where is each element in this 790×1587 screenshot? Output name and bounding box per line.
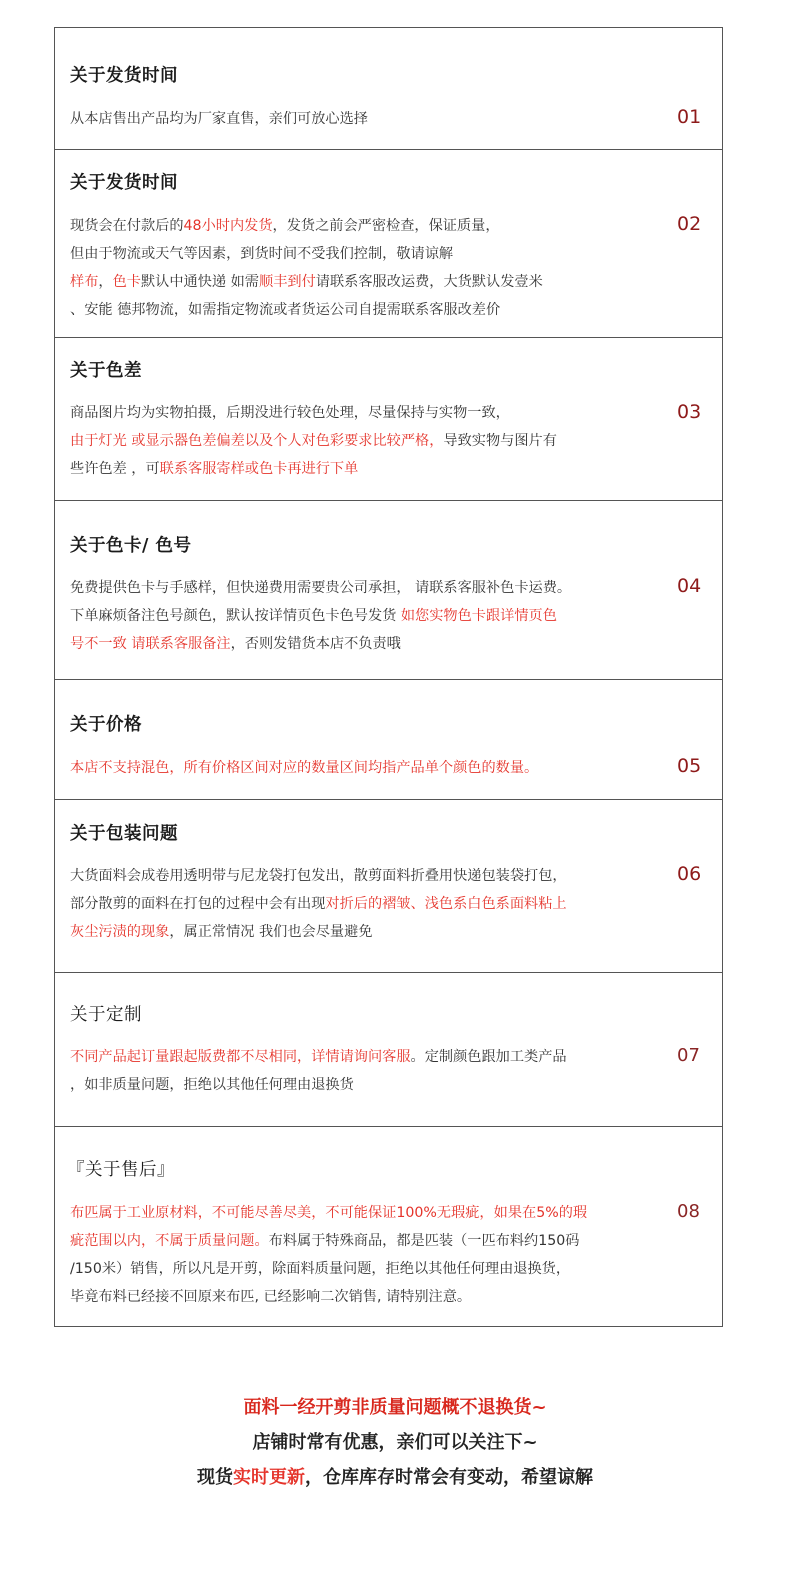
section-packaging <box>55 800 722 973</box>
section-customization <box>55 973 722 1127</box>
body-line <box>70 212 645 240</box>
body-line <box>70 602 645 630</box>
body-text: 商品图片均为实物拍摄，后期没进行较色处理，尽量保持与实物一致， <box>70 405 510 421</box>
body-line <box>70 1227 645 1255</box>
body-text: ，如非质量问题，拒绝以其他任何理由退换货 <box>70 1077 354 1093</box>
body-text: 默认中通快递 如需 <box>140 274 259 290</box>
section-title: 关于色卡/ 色号 <box>70 536 192 556</box>
body-line <box>70 1043 645 1071</box>
body-text: 部分散剪的面料在打包的过程中会有出现 <box>70 896 326 912</box>
footer-stock-suffix: ，仓库库存时常会有变动，希望谅解 <box>305 1467 593 1488</box>
section-title: 关于定制 <box>70 1005 142 1025</box>
section-title: 关于发货时间 <box>70 66 178 86</box>
highlight-text: 本店不支持混色，所有价格区间对应的数量区间均指产品单个颜色的数量。 <box>70 760 539 776</box>
body-text: 免费提供色卡与手感样，但快递费用需要贵公司承担， 请联系客服补色卡运费。 <box>70 580 572 596</box>
section-body <box>70 399 645 483</box>
body-text: /150米）销售，所以凡是开剪，除面料质量问题，拒绝以其他任何理由退换货， <box>70 1261 571 1277</box>
section-body <box>70 754 645 782</box>
highlight-text: 顺丰到付 <box>259 274 316 290</box>
section-title: 『关于售后』 <box>67 1160 175 1180</box>
section-shipping-time-1 <box>55 28 722 150</box>
section-number: 08 <box>677 1201 700 1222</box>
section-body <box>70 1043 645 1099</box>
body-line <box>70 1283 645 1311</box>
body-text: ，属正常情况 我们也会尽量避免 <box>169 924 373 940</box>
highlight-text: 布匹属于工业原材料，不可能尽善尽美，不可能保证100%无瑕疵，如果在5%的瑕 <box>70 1205 588 1221</box>
section-shipping-time-2 <box>55 150 722 338</box>
section-number: 06 <box>677 863 702 885</box>
footer-no-return-notice: 面料一经开剪非质量问题概不退换货~ <box>243 1397 547 1418</box>
body-text: ， <box>98 274 113 290</box>
highlight-text: 样布 <box>70 274 99 290</box>
section-number: 01 <box>677 106 702 128</box>
highlight-text: 如您实物色卡跟详情页色 <box>400 608 557 624</box>
section-color-difference <box>55 338 722 501</box>
section-number: 03 <box>677 401 702 423</box>
body-line <box>70 1255 645 1283</box>
body-text: 现货会在付款后的 <box>70 218 184 234</box>
body-text: 些许色差 ，可 <box>70 461 160 477</box>
body-line <box>70 1071 645 1099</box>
body-line <box>70 427 645 455</box>
highlight-text: 由于灯光 或显示器色差偏差以及个人对色彩要求比较严格， <box>70 433 444 449</box>
section-title: 关于色差 <box>70 361 142 381</box>
section-body <box>70 574 645 658</box>
body-text: 毕竟布料已经接不回原来布匹, 已经影响二次销售, 请特别注意。 <box>70 1289 472 1305</box>
highlight-text: 色卡 <box>112 274 141 290</box>
highlight-text: 联系客服寄样或色卡再进行下单 <box>159 461 359 477</box>
body-line <box>70 105 645 133</box>
body-line <box>70 1199 645 1227</box>
section-after-sales <box>55 1127 722 1328</box>
section-number: 04 <box>677 575 702 597</box>
highlight-text: 号不一致 请联系客服备注 <box>70 636 231 652</box>
section-title: 关于价格 <box>70 715 142 735</box>
highlight-text: 灰尘污渍的现象 <box>70 924 170 940</box>
section-title: 关于包装问题 <box>70 824 178 844</box>
highlight-text: 不同产品起订量跟起版费都不尽相同，详情请询问客服 <box>70 1049 411 1065</box>
body-text: ，否则发错货本店不负责哦 <box>230 636 401 652</box>
body-text: ，发货之前会严密检查，保证质量， <box>272 218 500 234</box>
highlight-text: 疵范围以内，不属于质量问题。 <box>70 1233 269 1249</box>
body-line <box>70 399 645 427</box>
body-line <box>70 890 645 918</box>
body-line <box>70 268 645 296</box>
body-line <box>70 455 645 483</box>
section-number: 02 <box>677 213 702 235</box>
body-text: 、安能 德邦物流，如需指定物流或者货运公司自提需联系客服改差价 <box>70 302 501 318</box>
footer-discount-notice: 店铺时常有优惠，亲们可以关注下~ <box>252 1432 538 1453</box>
body-line <box>70 630 645 658</box>
body-text: 布料属于特殊商品，都是匹装（一匹布料约150码 <box>268 1233 580 1249</box>
section-number: 05 <box>677 755 702 777</box>
body-line <box>70 918 645 946</box>
body-text: 但由于物流或天气等因素，到货时间不受我们控制，敬请谅解 <box>70 246 454 262</box>
highlight-text: 48小时内发货 <box>183 218 273 234</box>
footer-stock-notice <box>0 1463 790 1489</box>
notice-panel <box>54 27 723 1327</box>
body-line <box>70 240 645 268</box>
section-number: 07 <box>677 1045 700 1066</box>
body-text: 导致实物与图片有 <box>443 433 557 449</box>
body-text: 下单麻烦备注色号颜色，默认按详情页色卡色号发货 <box>70 608 401 624</box>
footer-stock-prefix: 现货 <box>197 1467 233 1488</box>
body-text: 从本店售出产品均为厂家直售，亲们可放心选择 <box>70 111 368 127</box>
footer-stock-highlight: 实时更新 <box>233 1467 305 1488</box>
body-line <box>70 574 645 602</box>
body-line <box>70 296 645 324</box>
body-text: 请联系客服改运费，大货默认发壹米 <box>315 274 543 290</box>
section-body <box>70 105 645 133</box>
section-body <box>70 862 645 946</box>
body-text: 大货面料会成卷用透明带与尼龙袋打包发出，散剪面料折叠用快递包装袋打包， <box>70 868 567 884</box>
section-color-card <box>55 501 722 680</box>
section-body <box>70 1199 645 1311</box>
section-body <box>70 212 645 324</box>
body-line <box>70 862 645 890</box>
highlight-text: 对折后的褶皱、浅色系白色系面料粘上 <box>325 896 567 912</box>
body-line <box>70 754 645 782</box>
section-price <box>55 680 722 800</box>
section-title: 关于发货时间 <box>70 173 178 193</box>
body-text: 。定制颜色跟加工类产品 <box>410 1049 567 1065</box>
